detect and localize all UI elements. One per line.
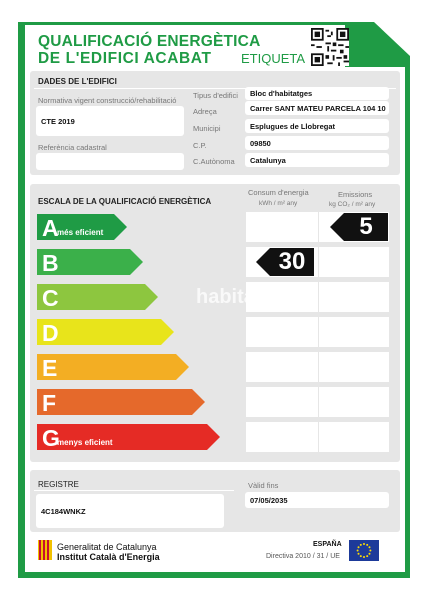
band-arrow-tip bbox=[192, 389, 205, 415]
emissions-value: 5 bbox=[359, 213, 373, 240]
emissions-cell-d bbox=[319, 317, 389, 347]
referencia-field bbox=[36, 153, 184, 170]
tipus-field: Bloc d'habitatges bbox=[245, 87, 389, 100]
generalitat-logo-icon bbox=[38, 540, 52, 560]
normativa-label: Normativa vigent construcció/rehabilitació bbox=[38, 96, 177, 105]
title-line-2: DE L'EDIFICI ACABAT bbox=[38, 50, 212, 67]
band-arrow-tip bbox=[145, 284, 158, 310]
scale-section-title: ESCALA DE LA QUALIFICACIÓ ENERGÈTICA bbox=[38, 197, 212, 206]
band-arrow-tip bbox=[130, 249, 143, 275]
adreca-field: Carrer SANT MATEU PARCELA 104 10 bbox=[245, 101, 389, 115]
consum-cell-f bbox=[246, 387, 318, 417]
band-arrow-tip bbox=[207, 424, 220, 450]
consum-header: Consum d'energia bbox=[248, 188, 309, 197]
emissions-unit: kg CO₂ / m² any bbox=[329, 201, 376, 208]
cp-label: C.P. bbox=[193, 141, 207, 150]
cp-field: 09850 bbox=[245, 136, 389, 150]
band-d bbox=[37, 319, 174, 345]
consum-cell-g bbox=[246, 422, 318, 452]
qr-code-icon bbox=[311, 28, 349, 66]
band-arrow-tip bbox=[161, 319, 174, 345]
directive-label: Directiva 2010 / 31 / UE bbox=[266, 553, 340, 560]
emissions-header: Emissions bbox=[338, 190, 373, 199]
band-arrow-tip bbox=[114, 214, 127, 240]
emissions-cell-e bbox=[319, 352, 389, 382]
org-name-1: Generalitat de Catalunya bbox=[57, 542, 157, 552]
adreca-label: Adreça bbox=[193, 107, 217, 116]
registre-field: 4C184WNKZ bbox=[36, 494, 224, 528]
tipus-label: Tipus d'edifici bbox=[193, 91, 238, 100]
band-letter: E bbox=[42, 355, 58, 381]
band-body bbox=[37, 389, 192, 415]
valid-field: 07/05/2035 bbox=[245, 492, 389, 508]
municipi-field: Esplugues de Llobregat bbox=[245, 119, 389, 133]
building-section-title: DADES DE L'EDIFICI bbox=[38, 77, 117, 86]
title-line-1: QUALIFICACIÓ ENERGÈTICA bbox=[38, 33, 261, 50]
referencia-label: Referència cadastral bbox=[38, 143, 107, 152]
country-label: ESPAÑA bbox=[313, 541, 342, 548]
consum-indicator-tip bbox=[256, 248, 270, 276]
org-name-2: Institut Català d'Energia bbox=[57, 552, 160, 562]
consum-unit: kWh / m² any bbox=[259, 200, 298, 207]
autonoma-field: Catalunya bbox=[245, 153, 389, 167]
band-letter: C bbox=[42, 285, 59, 311]
band-letter: G bbox=[42, 425, 60, 451]
band-letter: B bbox=[42, 250, 59, 276]
emissions-indicator-tip bbox=[330, 213, 344, 241]
band-g bbox=[37, 424, 220, 450]
consum-cell-a bbox=[246, 212, 318, 242]
watermark: habitaclia bbox=[196, 286, 289, 308]
band-arrow-tip bbox=[176, 354, 189, 380]
band-letter: F bbox=[42, 390, 57, 416]
band-letter: D bbox=[42, 320, 59, 346]
band-b bbox=[37, 249, 143, 275]
band-c bbox=[37, 284, 158, 310]
registre-section-title: REGISTRE bbox=[38, 480, 79, 489]
municipi-label: Municipi bbox=[193, 124, 221, 133]
autonoma-label: C.Autònoma bbox=[193, 157, 235, 166]
valid-label: Vàlid fins bbox=[248, 481, 279, 490]
consum-cell-d bbox=[246, 317, 318, 347]
consum-value: 30 bbox=[278, 248, 306, 275]
corner-cut bbox=[374, 22, 410, 56]
band-f bbox=[37, 389, 205, 415]
band-body bbox=[37, 354, 176, 380]
most-efficient-note: més eficient bbox=[57, 228, 104, 237]
consum-cell-e bbox=[246, 352, 318, 382]
normativa-field: CTE 2019 bbox=[36, 106, 184, 136]
emissions-cell-f bbox=[319, 387, 389, 417]
band-e bbox=[37, 354, 189, 380]
band-letter: A bbox=[42, 215, 59, 241]
registre-divider bbox=[34, 490, 234, 491]
eu-flag-icon bbox=[349, 540, 379, 561]
emissions-indicator bbox=[344, 213, 388, 241]
consum-indicator bbox=[270, 248, 314, 276]
emissions-cell-c bbox=[319, 282, 389, 312]
band-a bbox=[37, 214, 127, 240]
least-efficient-note: menys eficient bbox=[57, 438, 113, 447]
emissions-cell-b bbox=[319, 247, 389, 277]
etiqueta-label: ETIQUETA bbox=[241, 51, 306, 66]
emissions-cell-g bbox=[319, 422, 389, 452]
